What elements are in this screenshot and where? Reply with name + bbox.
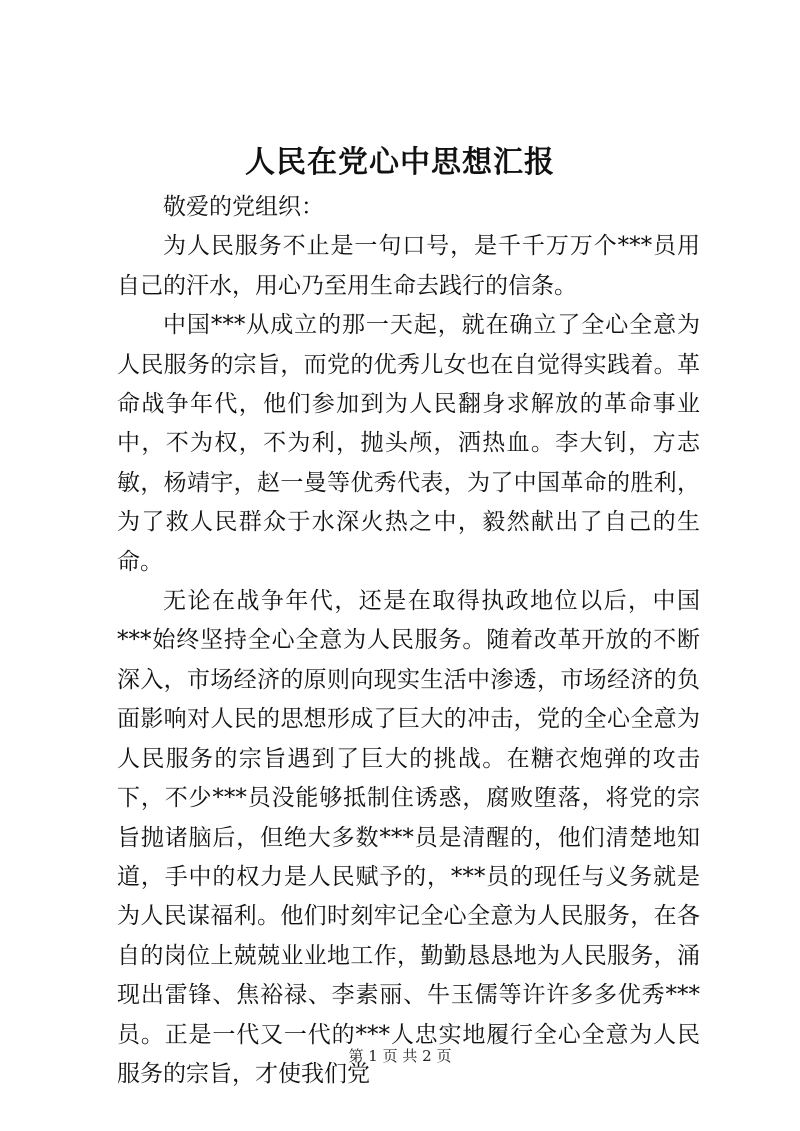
document-body (117, 188, 700, 1094)
salutation: 敬爱的党组织： (163, 194, 324, 220)
document-title: 人民在党心中思想汇报 (245, 145, 555, 180)
paragraph-2: 中国***从成立的那一天起，就在确立了全心全意为人民服务的宗旨，而党的优秀儿女也在自觉得实践着。革命战争年代，他们参加到为人民翻身求解放的革命事业中，不为权，不为利，抛头颅，洒热血。李大钊，方志敏，杨靖宇，赵一曼等优秀代表，为了中国革命的胜利，为了救人民群众于水深火热之中，毅然献出了自己的生命。 (117, 312, 700, 575)
page-footer: 第 1 页 共 2 页 (348, 1047, 452, 1065)
paragraph-3: 无论在战争年代，还是在取得执政地位以后，中国***始终坚持全心全意为人民服务。随着改革开放的不断深入，市场经济的原则向现实生活中渗透，市场经济的负面影响对人民的思想形成了巨大的冲击，党的全心全意为人民服务的宗旨遇到了巨大的挑战。在糖衣炮弹的攻击下，不少***员没能够抵制住诱惑，腐败堕落，将党的宗旨抛诸脑后，但绝大多数***员是清醒的，他们清楚地知道，手中的权力是人民赋予的，***员的现任与义务就是为人民谋福利。他们时刻牢记全心全意为人民服务，在各自的岗位上兢兢业业地工作，勤勤恳恳地为人民服务，涌现出雷锋、焦裕禄、李素丽、牛玉儒等许许多多优秀***员。正是一代又一代的***人忠实地履行全心全意为人民服务的宗旨，才使我们党 (117, 588, 700, 1087)
paragraph-1: 为人民服务不止是一句口号，是千千万万个***员用自己的汗水，用心乃至用生命去践行的信条。 (117, 233, 700, 299)
